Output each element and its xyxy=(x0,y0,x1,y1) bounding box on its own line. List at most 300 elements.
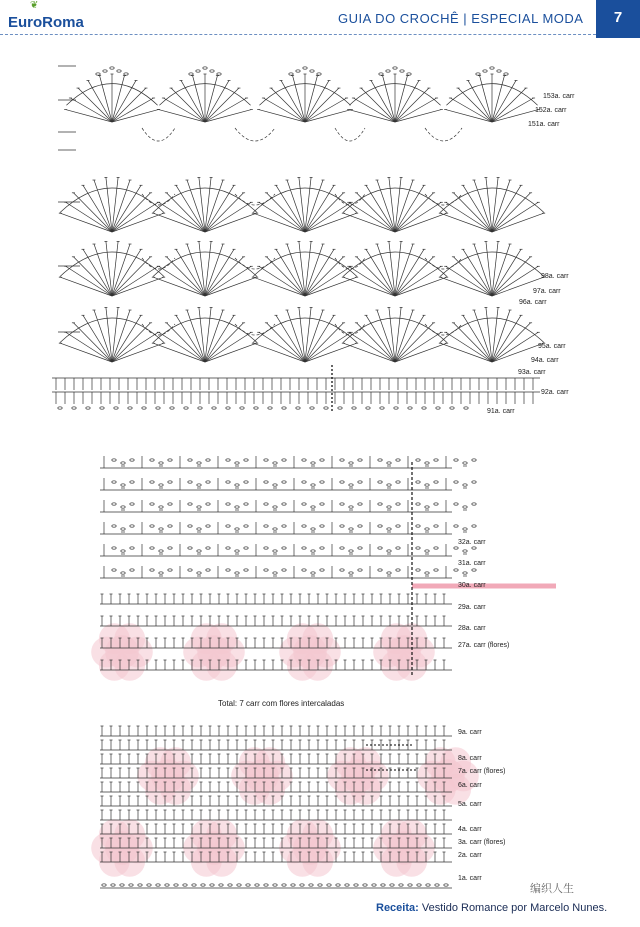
chain-stitch xyxy=(472,547,476,549)
flower-highlights xyxy=(91,586,556,877)
fan-stitch xyxy=(73,193,112,232)
chain-stitch xyxy=(150,481,154,483)
chain-stitch xyxy=(192,884,196,886)
fan-stitch xyxy=(112,343,164,362)
chain-stitch xyxy=(378,525,382,527)
chain-stitch xyxy=(434,547,438,549)
chain-stitch xyxy=(121,550,125,552)
chain-stitch xyxy=(318,884,322,886)
fan-stitch xyxy=(153,213,205,232)
fan-stitch xyxy=(356,193,395,232)
fan-stitch xyxy=(453,323,492,362)
chain-stitch xyxy=(434,569,438,571)
chain-stitch xyxy=(159,462,163,464)
chain-stitch xyxy=(235,550,239,552)
chain-stitch xyxy=(425,462,429,464)
chain-stitch xyxy=(310,70,314,72)
fan-stitch xyxy=(395,110,441,122)
chain-stitch xyxy=(264,547,268,549)
chain-stitch xyxy=(130,481,134,483)
row-label-4: 4a. carr xyxy=(458,826,482,833)
fan-stitch xyxy=(395,343,447,362)
chain-stitch xyxy=(206,547,210,549)
fan-stitch xyxy=(205,76,217,122)
chain-stitch xyxy=(302,503,306,505)
chain-stitch xyxy=(363,884,367,886)
fan-stitch xyxy=(492,193,531,232)
chain-stitch xyxy=(121,572,125,574)
chain-stitch xyxy=(396,481,400,483)
fan-stitch xyxy=(66,202,112,232)
chain-stitch xyxy=(210,884,214,886)
chain-stitch xyxy=(264,569,268,571)
chain-stitch xyxy=(378,481,382,483)
chain-stitch xyxy=(408,884,412,886)
fan-stitch xyxy=(492,323,531,362)
chain-stitch xyxy=(340,459,344,461)
chain-stitch xyxy=(130,525,134,527)
watermark: 编织人生 xyxy=(530,882,574,895)
fan-stitch xyxy=(205,213,257,232)
chain-stitch xyxy=(189,73,193,75)
fan-stitch xyxy=(293,76,305,122)
chain-stitch xyxy=(300,884,304,886)
fan-stitch xyxy=(73,257,112,296)
row-label-5: 5a. carr xyxy=(458,801,482,808)
chain-stitch xyxy=(206,569,210,571)
row-label-98: 98a. carr xyxy=(541,273,569,280)
chain-stitch xyxy=(472,525,476,527)
fan-stitch xyxy=(395,323,434,362)
chain-stitch xyxy=(129,884,133,886)
chain-stitch xyxy=(463,528,467,530)
chain-stitch xyxy=(378,569,382,571)
fan-stitch xyxy=(166,193,205,232)
fan-arc xyxy=(343,188,448,213)
chain-stitch xyxy=(196,70,200,72)
chain-stitch xyxy=(358,481,362,483)
fan-stitch xyxy=(259,202,305,232)
chain-stitch xyxy=(358,503,362,505)
fan-stitch xyxy=(305,193,344,232)
chain-stitch xyxy=(273,572,277,574)
row-label-94: 94a. carr xyxy=(531,357,559,364)
chain-stitch xyxy=(336,884,340,886)
fan-stitch xyxy=(492,213,544,232)
chain-stitch xyxy=(311,462,315,464)
chain-stitch xyxy=(396,503,400,505)
chain-stitch xyxy=(454,481,458,483)
chain-stitch xyxy=(142,407,146,409)
chain-stitch xyxy=(188,569,192,571)
chain-stitch xyxy=(210,70,214,72)
chain-stitch xyxy=(168,481,172,483)
chain-stitch xyxy=(244,459,248,461)
chain-stitch xyxy=(273,528,277,530)
fan-stitch xyxy=(343,213,395,232)
chain-stitch xyxy=(96,73,100,75)
chain-stitch xyxy=(444,884,448,886)
chain-stitch xyxy=(235,572,239,574)
chain-stitch xyxy=(244,481,248,483)
chain-stitch xyxy=(112,525,116,527)
chain-stitch xyxy=(349,462,353,464)
chain-stitch xyxy=(264,459,268,461)
chain-stitch xyxy=(425,506,429,508)
chain-stitch xyxy=(282,481,286,483)
chain-stitch xyxy=(244,569,248,571)
chain-stitch xyxy=(168,503,172,505)
fan-stitch xyxy=(112,277,164,296)
fan-stitch xyxy=(453,193,492,232)
fan-stitch xyxy=(205,257,244,296)
chain-stitch xyxy=(358,569,362,571)
chain-stitch xyxy=(150,525,154,527)
chain-stitch xyxy=(197,484,201,486)
chain-stitch xyxy=(454,459,458,461)
chain-stitch xyxy=(170,407,174,409)
chain-stitch xyxy=(273,484,277,486)
fan-arc xyxy=(153,188,258,213)
chain-stitch xyxy=(320,503,324,505)
fan-stitch xyxy=(166,257,205,296)
chain-stitch xyxy=(320,525,324,527)
fan-stitch xyxy=(205,343,257,362)
fan-stitch xyxy=(492,202,538,232)
chain-stitch xyxy=(255,884,259,886)
fan-stitch xyxy=(112,213,164,232)
fan-stitch xyxy=(66,110,112,122)
fan-stitch xyxy=(112,323,151,362)
fan-stitch xyxy=(440,213,492,232)
chain-stitch xyxy=(124,73,128,75)
chain-stitch xyxy=(416,569,420,571)
chain-stitch xyxy=(156,884,160,886)
chain-stitch xyxy=(150,547,154,549)
chain-stitch xyxy=(235,484,239,486)
chain-stitch xyxy=(497,70,501,72)
chain-stitch xyxy=(168,525,172,527)
row-label-3: 3a. carr (flores) xyxy=(458,839,506,846)
fan-arc xyxy=(153,318,258,343)
chain-stitch xyxy=(184,407,188,409)
chain-stitch xyxy=(416,459,420,461)
chain-stitch xyxy=(197,572,201,574)
row-label-92: 92a. carr xyxy=(541,389,569,396)
chain-stitch xyxy=(102,884,106,886)
fan-stitch xyxy=(253,213,305,232)
chain-stitch xyxy=(454,547,458,549)
fan-stitch xyxy=(305,257,344,296)
fan-stitch xyxy=(395,202,441,232)
chain-stitch xyxy=(311,506,315,508)
chain-stitch xyxy=(463,506,467,508)
chain-stitch xyxy=(417,884,421,886)
chain-stitch xyxy=(120,884,124,886)
chain-stitch xyxy=(226,481,230,483)
fan-stitch xyxy=(395,277,447,296)
fan-stitch xyxy=(446,110,492,122)
chain-stitch xyxy=(387,572,391,574)
fan-stitch xyxy=(305,332,351,362)
chain-stitch xyxy=(197,462,201,464)
chain-stitch xyxy=(121,484,125,486)
chain-stitch xyxy=(206,459,210,461)
chain-stitch xyxy=(282,525,286,527)
chain-scallop xyxy=(235,128,275,141)
chain-stitch xyxy=(198,407,202,409)
chain-scallop xyxy=(142,258,175,269)
fan-arc xyxy=(60,318,165,343)
chain-stitch xyxy=(100,407,104,409)
chain-stitch xyxy=(264,481,268,483)
chain-stitch xyxy=(387,528,391,530)
row-label-9: 9a. carr xyxy=(458,729,482,736)
chain-stitch xyxy=(130,569,134,571)
chain-stitch xyxy=(159,528,163,530)
fan-stitch xyxy=(253,277,305,296)
chain-stitch xyxy=(150,459,154,461)
chain-scallop xyxy=(425,128,462,141)
flower-center xyxy=(387,635,421,669)
chain-stitch xyxy=(282,547,286,549)
fan-stitch xyxy=(446,202,492,232)
fan-stitch xyxy=(349,110,395,122)
chain-stitch xyxy=(58,407,62,409)
chain-stitch xyxy=(188,525,192,527)
chain-stitch xyxy=(454,525,458,527)
chain-stitch xyxy=(72,407,76,409)
fan-stitch xyxy=(60,277,112,296)
chain-stitch xyxy=(436,407,440,409)
chain-stitch xyxy=(203,67,207,69)
fan-stitch xyxy=(166,323,205,362)
chain-stitch xyxy=(358,547,362,549)
chain-stitch xyxy=(472,569,476,571)
chain-stitch xyxy=(147,884,151,886)
fan-stitch xyxy=(205,193,244,232)
chain-stitch xyxy=(289,73,293,75)
chain-stitch xyxy=(112,459,116,461)
chain-stitch xyxy=(302,547,306,549)
fan-stitch xyxy=(343,343,395,362)
chain-stitch xyxy=(490,67,494,69)
chain-stitch xyxy=(324,407,328,409)
chain-stitch xyxy=(282,459,286,461)
chain-stitch xyxy=(217,73,221,75)
fan-stitch xyxy=(349,332,395,362)
chain-stitch xyxy=(472,481,476,483)
chain-stitch xyxy=(226,569,230,571)
fan-stitch xyxy=(480,76,492,122)
row-label-97: 97a. carr xyxy=(533,288,561,295)
chain-stitch xyxy=(268,407,272,409)
chain-stitch xyxy=(156,407,160,409)
chain-stitch xyxy=(311,528,315,530)
chain-stitch xyxy=(390,884,394,886)
chain-stitch xyxy=(282,503,286,505)
chain-stitch xyxy=(273,462,277,464)
chain-stitch xyxy=(121,462,125,464)
chain-stitch xyxy=(237,884,241,886)
fan-stitch xyxy=(159,202,205,232)
chain-stitch xyxy=(310,407,314,409)
chain-stitch xyxy=(425,550,429,552)
chain-stitch xyxy=(327,884,331,886)
chain-stitch xyxy=(396,459,400,461)
chain-stitch xyxy=(219,884,223,886)
chain-stitch xyxy=(407,73,411,75)
chain-stitch xyxy=(320,481,324,483)
row-label-96: 96a. carr xyxy=(519,299,547,306)
chain-stitch xyxy=(244,525,248,527)
chain-stitch xyxy=(130,503,134,505)
chain-stitch xyxy=(358,525,362,527)
row-label-8: 8a. carr xyxy=(458,755,482,762)
fan-stitch xyxy=(440,343,492,362)
fan-arc xyxy=(60,252,165,277)
chain-stitch xyxy=(159,506,163,508)
brand-logo: EuroRoma xyxy=(8,14,84,31)
chain-stitch xyxy=(416,503,420,505)
fan-stitch xyxy=(395,76,407,122)
fan-stitch xyxy=(112,110,158,122)
chain-stitch xyxy=(504,73,508,75)
chain-stitch xyxy=(416,481,420,483)
chain-stitch xyxy=(183,884,187,886)
row-label-152: 152a. carr xyxy=(535,107,567,114)
chain-stitch xyxy=(86,407,90,409)
fan-stitch xyxy=(266,257,305,296)
chain-stitch xyxy=(168,459,172,461)
chain-stitch xyxy=(264,503,268,505)
fan-stitch xyxy=(66,332,112,362)
chain-stitch xyxy=(112,481,116,483)
chain-stitch xyxy=(422,407,426,409)
chain-stitch xyxy=(454,569,458,571)
chain-stitch xyxy=(138,884,142,886)
chain-stitch xyxy=(340,481,344,483)
flower-center xyxy=(197,635,231,669)
row-label-1: 1a. carr xyxy=(458,875,482,882)
chain-stitch xyxy=(235,528,239,530)
row-label-7: 7a. carr (flores) xyxy=(458,768,506,775)
chain-stitch xyxy=(472,503,476,505)
fan-stitch xyxy=(205,323,244,362)
chain-stitch xyxy=(366,407,370,409)
fan-stitch xyxy=(159,266,205,296)
fan-stitch xyxy=(492,257,531,296)
chain-stitch xyxy=(206,503,210,505)
chain-stitch xyxy=(381,884,385,886)
fan-stitch xyxy=(305,202,351,232)
fan-stitch xyxy=(253,343,305,362)
recipe-label: Receita: xyxy=(376,902,419,914)
chain-stitch xyxy=(159,484,163,486)
fan-stitch xyxy=(112,76,124,122)
row-label-153: 153a. carr xyxy=(543,93,575,100)
fan-stitch xyxy=(159,332,205,362)
chain-stitch xyxy=(302,569,306,571)
chain-stitch xyxy=(188,547,192,549)
chain-stitch xyxy=(273,884,277,886)
chain-stitch xyxy=(454,503,458,505)
fan-stitch xyxy=(205,266,251,296)
fan-stitch xyxy=(356,323,395,362)
chain-stitch xyxy=(121,506,125,508)
fan-stitch xyxy=(395,213,447,232)
chain-stitch xyxy=(302,481,306,483)
chain-stitch xyxy=(396,525,400,527)
row-label-29: 29a. carr xyxy=(458,604,486,611)
row-label-2: 2a. carr xyxy=(458,852,482,859)
chain-stitch xyxy=(320,569,324,571)
chain-stitch xyxy=(103,70,107,72)
fan-stitch xyxy=(440,277,492,296)
chain-scallop xyxy=(142,194,175,205)
chain-stitch xyxy=(212,407,216,409)
chain-stitch xyxy=(387,550,391,552)
chain-stitch xyxy=(206,525,210,527)
fan-stitch xyxy=(112,332,158,362)
chain-stitch xyxy=(228,884,232,886)
chain-stitch xyxy=(117,70,121,72)
chain-stitch xyxy=(235,462,239,464)
chain-stitch xyxy=(273,506,277,508)
chain-stitch xyxy=(434,481,438,483)
row-label-31: 31a. carr xyxy=(458,560,486,567)
fan-stitch xyxy=(383,76,395,122)
fan-stitch xyxy=(349,266,395,296)
row-label-93: 93a. carr xyxy=(518,369,546,376)
chain-stitch xyxy=(291,884,295,886)
fan-stitch xyxy=(395,257,434,296)
flower-center xyxy=(105,635,139,669)
chain-stitch xyxy=(387,506,391,508)
chain-stitch xyxy=(434,503,438,505)
fan-stitch xyxy=(492,76,504,122)
chain-stitch xyxy=(450,407,454,409)
chain-stitch xyxy=(130,459,134,461)
chain-stitch xyxy=(302,459,306,461)
fan-stitch xyxy=(395,193,434,232)
chain-stitch xyxy=(386,70,390,72)
chain-stitch xyxy=(463,550,467,552)
fan-stitch xyxy=(492,266,538,296)
recipe-credit xyxy=(376,902,607,914)
chain-stitch xyxy=(379,73,383,75)
fan-stitch xyxy=(259,110,305,122)
chain-stitch xyxy=(197,550,201,552)
chain-stitch xyxy=(394,407,398,409)
fan-stitch xyxy=(153,343,205,362)
fan-stitch xyxy=(100,76,112,122)
chain-stitch xyxy=(226,407,230,409)
row-label-91: 91a. carr xyxy=(487,408,515,415)
chain-stitch xyxy=(378,459,382,461)
chain-stitch xyxy=(244,547,248,549)
fan-arc xyxy=(60,188,165,213)
chain-stitch xyxy=(396,569,400,571)
fan-stitch xyxy=(112,202,158,232)
chain-stitch xyxy=(340,525,344,527)
fan-stitch xyxy=(112,266,158,296)
fan-stitch xyxy=(112,257,151,296)
chain-stitch xyxy=(226,459,230,461)
fan-stitch xyxy=(259,266,305,296)
fan-stitch xyxy=(205,277,257,296)
fan-stitch xyxy=(193,76,205,122)
